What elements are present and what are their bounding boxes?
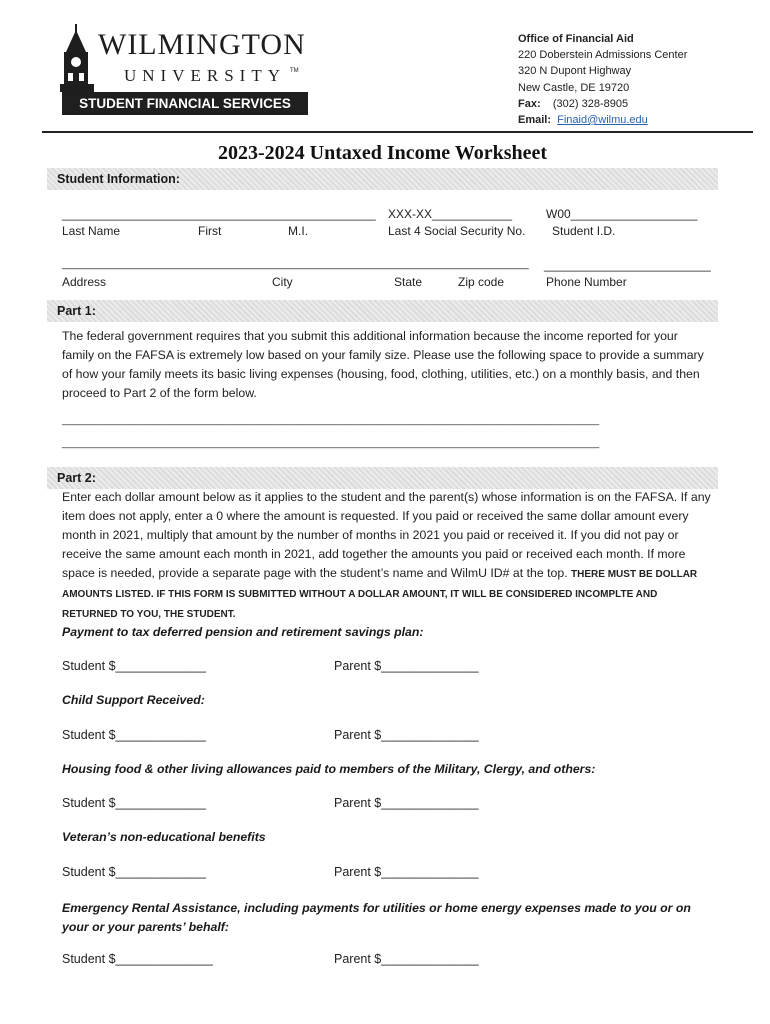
ssn-line[interactable]: XXX-XX____________ (388, 207, 513, 221)
part2-block (62, 488, 712, 624)
fax-value: (302) 328-8905 (552, 97, 629, 110)
phone-line[interactable]: _________________________ (544, 258, 711, 272)
tower-icon (58, 24, 96, 92)
university-logo (58, 24, 308, 116)
parent-veteran-field[interactable]: Parent $______________ (334, 865, 479, 879)
address-label: Address (62, 275, 107, 289)
parent-child-support-field[interactable]: Parent $______________ (334, 728, 479, 742)
question-pension: Payment to tax deferred pension and retirement savings plan: (62, 625, 424, 639)
first-name-label: First (198, 224, 222, 238)
parent-rental-field[interactable]: Parent $______________ (334, 952, 479, 966)
part2-text: Enter each dollar amount below as it applies to the student and the parent(s) whose information is on the FAFSA. If any item does not apply, enter a 0 where the amount is requested. If you paid or received the same dollar amount every month in 2021, multiply that amount by the number of months in 2021 you paid or received it. If you did not pay or receive the same amount each month in 2021, add together the amounts you paid or received each month. If more space is needed, provide a separate page with the student’s name and WilmU ID# at the top. (62, 490, 711, 580)
question-veteran-benefits: Veteran’s non-educational benefits (62, 830, 266, 844)
header-divider (42, 131, 753, 133)
student-id-line[interactable]: W00___________________ (546, 207, 698, 221)
zip-label: Zip code (458, 275, 505, 289)
part1-answer-line-1[interactable]: ____________________________________________________________________________________________ (62, 414, 600, 426)
contact-block (518, 31, 687, 128)
phone-label: Phone Number (546, 275, 627, 289)
logo-bar: STUDENT FINANCIAL SERVICES (62, 92, 308, 115)
logo-name: WILMINGTON (98, 28, 306, 61)
parent-pension-field[interactable]: Parent $______________ (334, 659, 479, 673)
question-housing-allowance: Housing food & other living allowances paid to members of the Military, Clergy, and others: (62, 762, 596, 776)
ssn-label: Last 4 Social Security No. (388, 224, 526, 238)
address-line-2: 320 N Dupont Highway (518, 65, 632, 78)
mi-label: M.I. (288, 224, 308, 238)
office-name: Office of Financial Aid (518, 33, 634, 45)
part2-heading: Part 2: (47, 467, 718, 489)
student-info-heading: Student Information: (47, 168, 718, 190)
student-child-support-field[interactable]: Student $_____________ (62, 728, 206, 742)
fax-row (518, 96, 687, 112)
parent-housing-field[interactable]: Parent $______________ (334, 796, 479, 810)
student-veteran-field[interactable]: Student $_____________ (62, 865, 206, 879)
logo-trademark: TM (290, 68, 299, 74)
student-rental-field[interactable]: Student $______________ (62, 952, 213, 966)
fax-label: Fax: (518, 97, 541, 110)
state-label: State (394, 275, 423, 289)
part1-heading: Part 1: (47, 300, 718, 322)
question-rental-assistance: Emergency Rental Assistance, including payments for utilities or home energy expenses made to you or on your or your parents’ behalf: (62, 901, 691, 934)
part1-answer-line-2[interactable]: ____________________________________________________________________________________________ (62, 437, 600, 449)
email-label: Email: (518, 114, 552, 127)
name-line[interactable]: _______________________________________________ (62, 207, 376, 221)
city-label: City (272, 275, 293, 289)
student-id-label: Student I.D. (552, 224, 616, 238)
address-line[interactable]: ___________________________________________________________________________ (62, 258, 529, 270)
question-child-support: Child Support Received: (62, 693, 205, 707)
logo-sub: UNIVERSITY (124, 66, 286, 85)
email-row (518, 112, 687, 128)
student-pension-field[interactable]: Student $_____________ (62, 659, 206, 673)
last-name-label: Last Name (62, 224, 121, 238)
address-line-1: 220 Doberstein Admissions Center (518, 49, 688, 62)
address-line-3: New Castle, DE 19720 (518, 81, 630, 94)
page-title: 2023-2024 Untaxed Income Worksheet (217, 142, 548, 164)
email-link[interactable]: Finaid@wilmu.edu (557, 114, 648, 127)
student-housing-field[interactable]: Student $_____________ (62, 796, 206, 810)
part1-text: The federal government requires that you submit this additional information because the income reported for your family on the FAFSA is extremely low based on your family size. Please use the following space to provide a summary of how your family meets its basic living expenses (housing, food, clothing, utilities, etc.) on a monthly basis, and then proceed to Part 2 of the form below. (62, 329, 704, 400)
part2-warning: THERE MUST BE DOLLAR AMOUNTS LISTED. IF THIS FORM IS SUBMITTED WITHOUT A DOLLAR AMOUNT, IT WILL BE CONSIDERED INCOMPLTE AND RETURNED TO YOU, THE STUDENT. (62, 569, 698, 620)
